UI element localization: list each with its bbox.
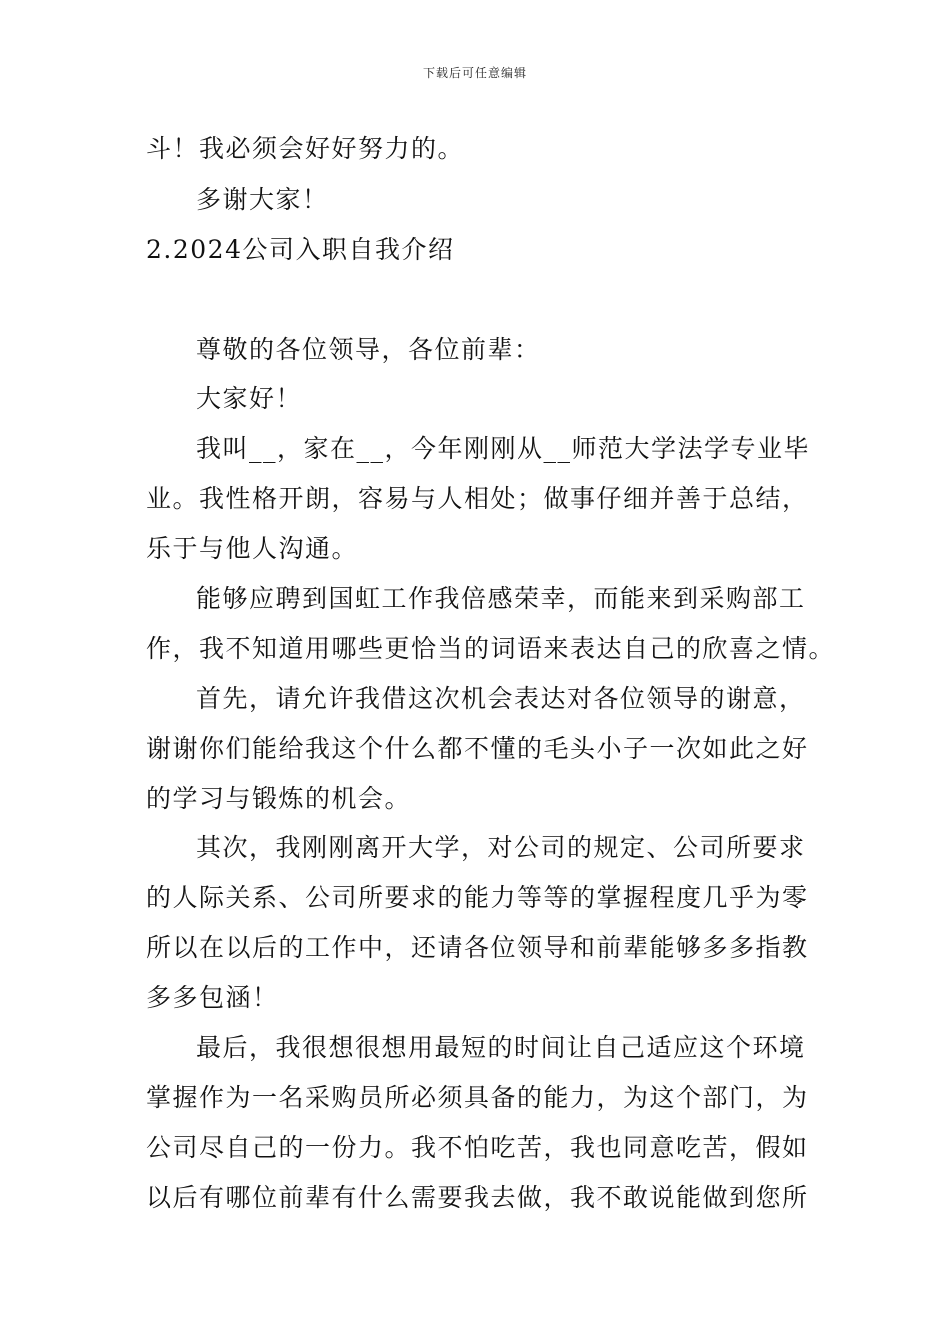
body-line: 最后，我很想很想用最短的时间让自己适应这个环境 — [196, 1033, 806, 1062]
body-line: 谢谢你们能给我这个什么都不懂的毛头小子一次如此之好 — [146, 734, 809, 763]
body-line: 的人际关系、公司所要求的能力等等的掌握程度几乎为零 — [146, 883, 809, 912]
body-line: 多谢大家！ — [196, 185, 329, 214]
body-line: 以后有哪位前辈有什么需要我去做，我不敢说能做到您所 — [146, 1183, 809, 1212]
body-line: 作，我不知道用哪些更恰当的词语来表达自己的欣喜之情。 — [146, 634, 836, 663]
section-heading: 2.2024公司入职自我介绍 — [146, 235, 455, 264]
page-header: 下载后可任意编辑 — [422, 66, 527, 80]
body-line: 乐于与他人沟通。 — [146, 534, 359, 563]
body-line: 斗！我必须会好好努力的。 — [146, 134, 465, 163]
body-line: 多多包涵！ — [146, 983, 279, 1012]
body-line: 我叫__，家在__，今年刚刚从__师范大学法学专业毕 — [196, 434, 811, 463]
body-line: 公司尽自己的一份力。我不怕吃苦，我也同意吃苦，假如 — [146, 1133, 809, 1162]
body-line: 所以在以后的工作中，还请各位领导和前辈能够多多指教 — [146, 933, 809, 962]
body-line: 其次，我刚刚离开大学，对公司的规定、公司所要求 — [196, 833, 806, 862]
body-line: 业。我性格开朗，容易与人相处；做事仔细并善于总结， — [146, 484, 809, 513]
body-line: 掌握作为一名采购员所必须具备的能力，为这个部门，为 — [146, 1083, 809, 1112]
body-line: 的学习与锻炼的机会。 — [146, 784, 412, 813]
body-line: 尊敬的各位领导，各位前辈： — [196, 335, 541, 364]
body-line: 大家好！ — [196, 384, 303, 413]
body-line: 首先，请允许我借这次机会表达对各位领导的谢意， — [196, 684, 806, 713]
body-line: 能够应聘到国虹工作我倍感荣幸，而能来到采购部工 — [196, 584, 806, 613]
